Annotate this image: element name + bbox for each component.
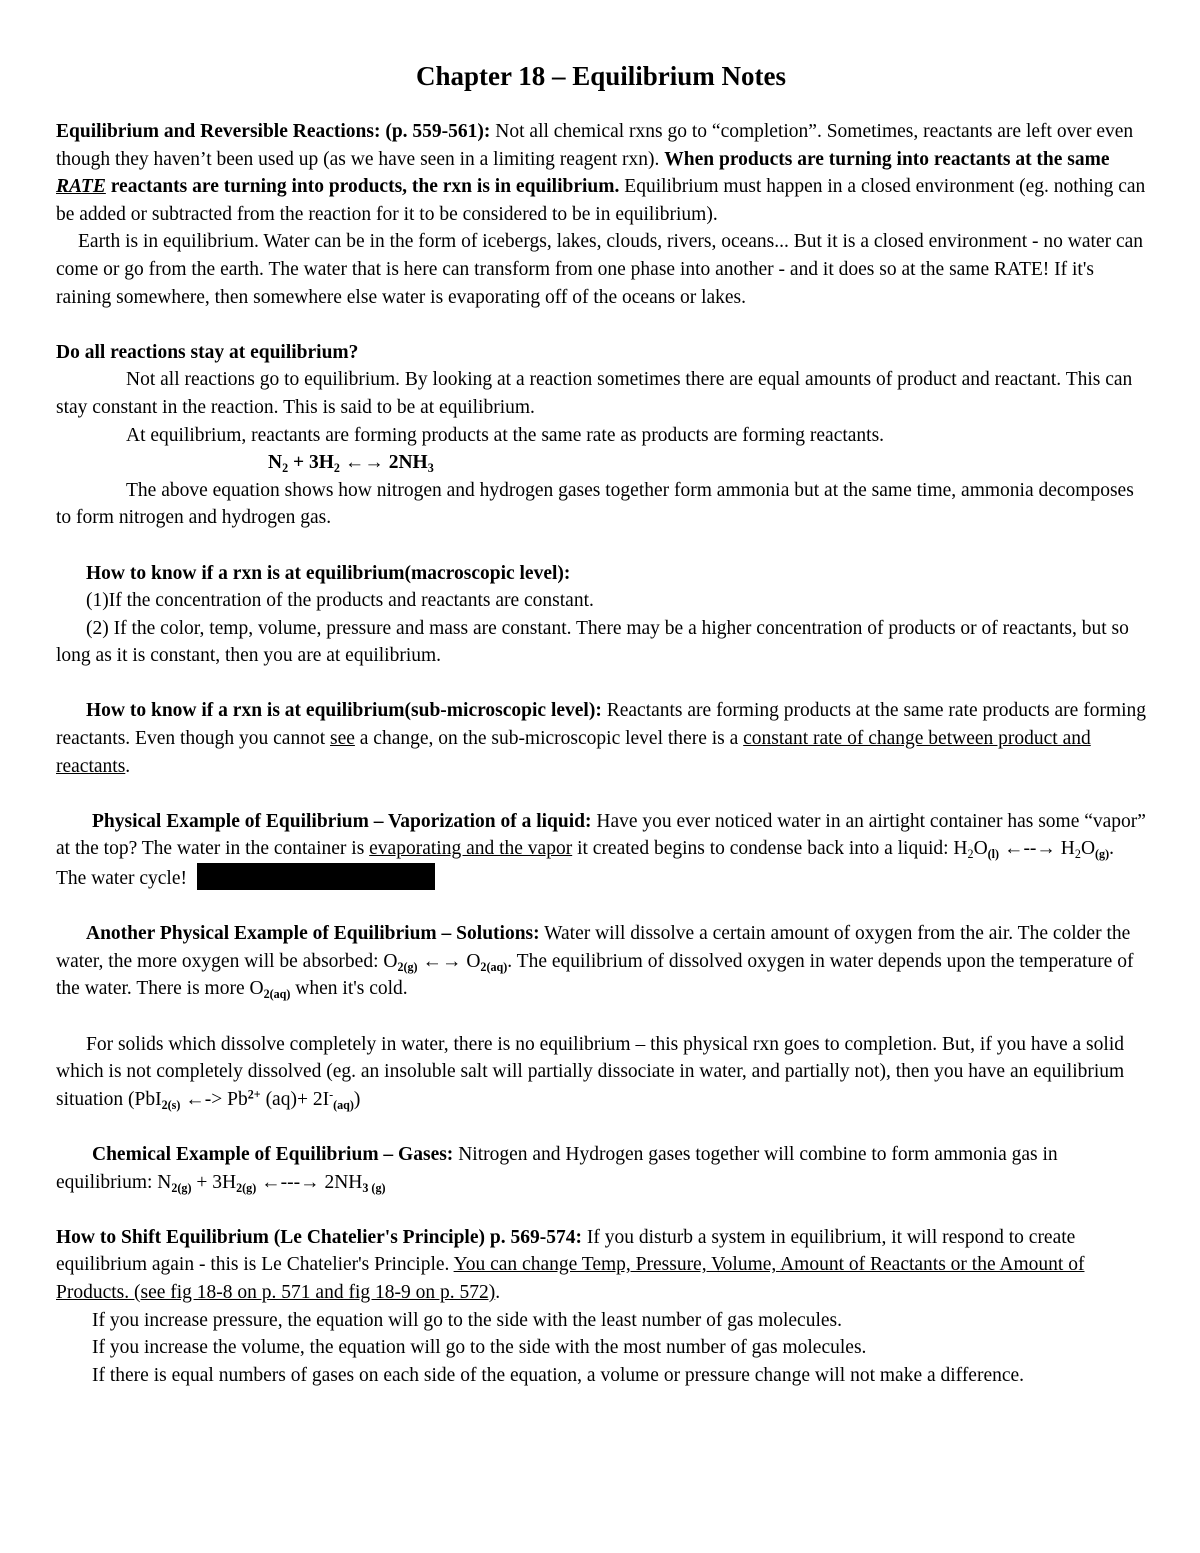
- underlined-text: evaporating and the vapor: [369, 838, 573, 860]
- section-solids: [56, 1031, 1146, 1114]
- section-heading: How to know if a rxn is at equilibrium(sub-microscopic level):: [86, 700, 602, 722]
- superscript: 2+: [247, 1087, 261, 1102]
- list-item: If you increase pressure, the equation will go to the side with the least number of gas molecules.: [92, 1309, 842, 1331]
- subscript: 2(aq): [480, 959, 508, 974]
- body-text: .: [495, 1281, 501, 1303]
- body-text: Nitrogen and Hydrogen gases together will combine to form ammonia gas in equilibrium: N: [56, 1143, 1058, 1193]
- list-item: If you increase the volume, the equation will go to the side with the most number of gas molecules.: [92, 1337, 867, 1359]
- body-text: ←--→ H: [999, 838, 1075, 860]
- body-text: Reactants are forming products at the same rate products are forming reactants. Even though you cannot: [56, 700, 1147, 750]
- section-solutions: [56, 920, 1146, 1003]
- subscript: (g): [1095, 847, 1110, 862]
- body-paragraph: The above equation shows how nitrogen and hydrogen gases together form ammonia but at the same time, ammonia decomposes to form nitrogen and hydrogen gas.: [56, 479, 1134, 529]
- redaction-bar: [197, 863, 435, 890]
- subscript: (l): [987, 847, 1000, 862]
- body-text: . The water cycle!: [56, 838, 1114, 890]
- section-chemical-gases: [56, 1141, 1146, 1196]
- eq-term: ←→ 2NH: [339, 452, 428, 474]
- underlined-text: You can change Temp, Pressure, Volume, Amount of Reactants or the Amount of Products. (see fig 18-8 on p. 571 and fig 18-9 on p. 572): [56, 1254, 1085, 1303]
- section-le-chatelier: [56, 1224, 1146, 1307]
- body-text: when it's cold.: [290, 978, 408, 1000]
- section-heading: Another Physical Example of Equilibrium – Solutions:: [86, 923, 540, 945]
- section-heading: How to Shift Equilibrium (Le Chatelier's Principle) p. 569-574:: [56, 1226, 582, 1248]
- body-text: + 3H: [191, 1171, 237, 1193]
- eq-subscript: 2: [282, 460, 289, 475]
- subscript: 2(g): [171, 1180, 192, 1195]
- body-text: ←---→ 2NH: [256, 1171, 363, 1193]
- eq-term: N: [268, 452, 283, 474]
- bold-text: reactants are turning into products, the rxn is in equilibrium.: [105, 176, 620, 198]
- page-title: Chapter 18 – Equilibrium Notes: [415, 61, 787, 91]
- body-text: ←→ O: [417, 950, 481, 972]
- body-text: ): [353, 1088, 361, 1110]
- section-heading: Physical Example of Equilibrium – Vaporization of a liquid:: [92, 810, 592, 832]
- eq-subscript: 3: [427, 460, 434, 475]
- body-text: . The equilibrium of dissolved oxygen in water depends upon the temperature of the water. There is more O: [56, 950, 1134, 1000]
- list-item: (1)If the concentration of the products and reactants are constant.: [86, 590, 594, 612]
- subscript: 2: [967, 847, 974, 862]
- subscript: 2(s): [161, 1097, 181, 1112]
- section-physical-vaporization: [56, 808, 1146, 893]
- earth-paragraph: Earth is in equilibrium. Water can be in the form of icebergs, lakes, clouds, rivers, oceans... But it is a closed environment - no water can come or go from the earth. The water that is here can transform from one phase into another - and it does so at the same RATE! If it's raining somewhere, then somewhere else water is evaporating off of the oceans or lakes.: [56, 231, 1144, 308]
- body-text: a change, on the sub-microscopic level there is a: [354, 728, 744, 750]
- ammonia-equation: [56, 449, 1146, 477]
- rate-emphasis: RATE: [56, 176, 106, 198]
- body-paragraph: At equilibrium, reactants are forming products at the same rate as products are forming reactants.: [126, 424, 885, 446]
- section-heading-macroscopic: How to know if a rxn is at equilibrium(macroscopic level):: [86, 562, 571, 584]
- body-text: O: [1080, 838, 1096, 860]
- subscript: 2(g): [236, 1180, 257, 1195]
- eq-term: + 3H: [288, 452, 334, 474]
- eq-subscript: 2: [333, 460, 340, 475]
- body-paragraph: Not all reactions go to equilibrium. By looking at a reaction sometimes there are equal amounts of product and reactant. This can stay constant in the reaction. This is said to be at equilibrium.: [56, 369, 1133, 418]
- section-submicroscopic: [56, 697, 1146, 780]
- body-text: Have you ever noticed water in an airtight container has some “vapor” at the top? The water in the container is: [56, 810, 1146, 860]
- body-text: If you disturb a system in equilibrium, it will respond to create equilibrium again - this is Le Chatelier's Principle.: [56, 1226, 1076, 1276]
- body-text: Not all chemical rxns go to “completion”. Sometimes, reactants are left over even though they haven’t been used up (as we have seen in a limiting reagent rxn).: [56, 121, 1134, 170]
- list-item: (2) If the color, temp, volume, pressure and mass are constant. There may be a higher concentration of products or of reactants, but so long as it is constant, then you are at equilibrium.: [56, 617, 1129, 667]
- subscript: 2(g): [397, 959, 418, 974]
- section-equilibrium-reversible: [56, 118, 1146, 228]
- body-text: O: [973, 838, 988, 860]
- section-heading-stay-equilibrium: Do all reactions stay at equilibrium?: [56, 341, 359, 363]
- body-text: it created begins to condense back into a liquid: H: [572, 838, 968, 860]
- subscript: 3 (g): [362, 1180, 386, 1195]
- body-text: (aq)+ 2I: [260, 1088, 330, 1110]
- body-text: For solids which dissolve completely in water, there is no equilibrium – this physical rxn goes to completion. But, if you have a solid which is not completely dissolved (eg. an insoluble salt will partially dissociate in water, and partially not), then you have an equilibrium situation (PbI: [56, 1033, 1125, 1110]
- section-heading: Chemical Example of Equilibrium – Gases:: [92, 1143, 454, 1165]
- list-item: If there is equal numbers of gases on each side of the equation, a volume or pressure change will not make a difference.: [92, 1364, 1025, 1386]
- underlined-text: see: [330, 728, 355, 750]
- body-text: ←-> Pb: [180, 1088, 248, 1110]
- superscript: -: [329, 1087, 334, 1102]
- subscript: 2(aq): [263, 987, 291, 1002]
- body-text: Equilibrium must happen in a closed environment (eg. nothing can be added or subtracted from the reaction for it to be considered to be in equilibrium).: [56, 176, 1146, 225]
- body-text: .: [125, 755, 131, 777]
- subscript: (aq): [333, 1097, 354, 1112]
- body-text: Water will dissolve a certain amount of oxygen from the air. The colder the water, the more oxygen will be absorbed: O: [56, 923, 1131, 972]
- section-heading: Equilibrium and Reversible Reactions: (p. 559-561):: [56, 121, 491, 142]
- underlined-text: constant rate of change between product and reactants: [56, 728, 1091, 777]
- subscript: 2: [1074, 847, 1081, 862]
- bold-text: When products are turning into reactants at the same: [664, 148, 1110, 170]
